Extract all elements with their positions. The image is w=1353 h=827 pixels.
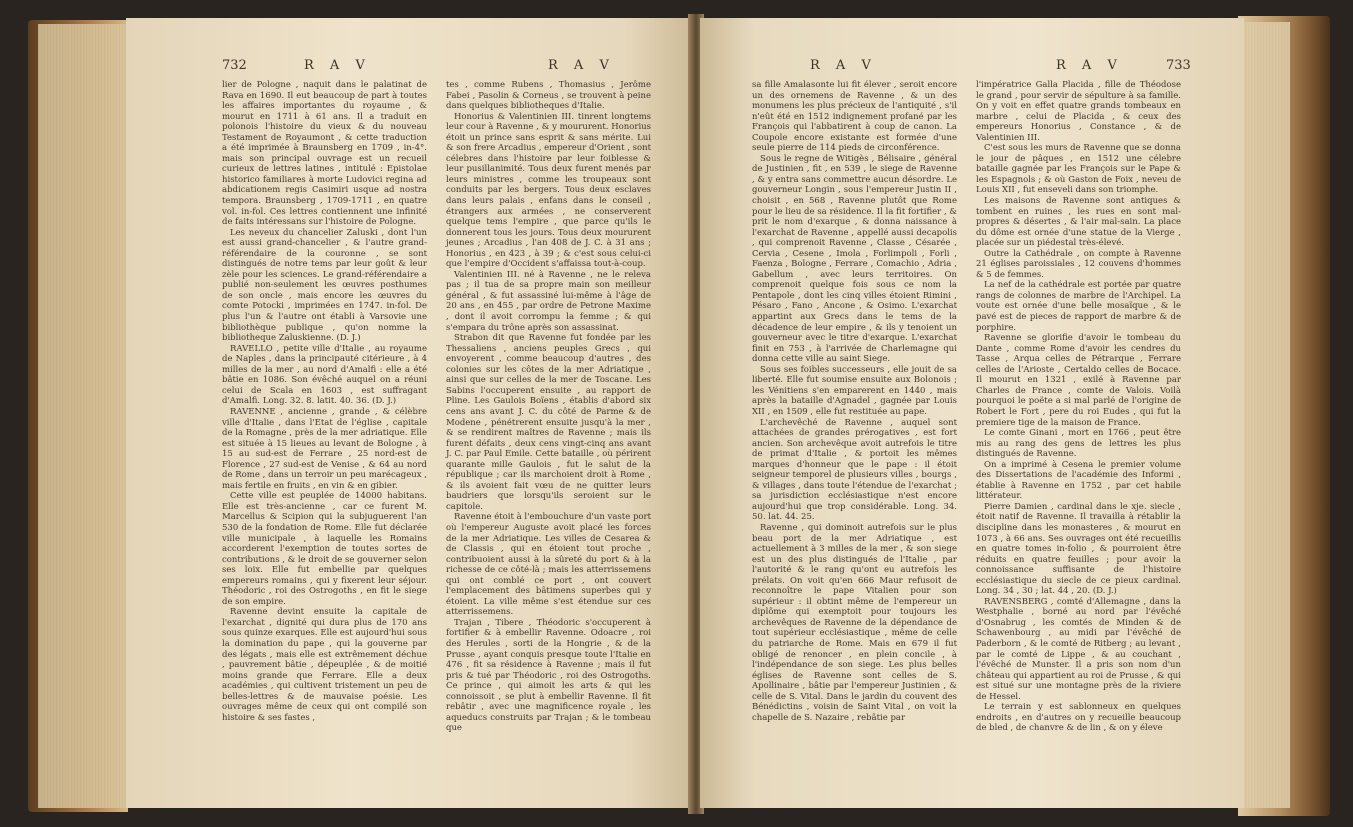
paragraph: Le terrain y est sablonneux en quelques endroits , en d'autres on y recueille beaucoup de bled , de chanvre & de lin , & on y éleve: [976, 702, 1181, 734]
paragraph: Valentinien III. né à Ravenne , ne le releva pas ; il tua de sa propre main son meilleur général , & fut assassiné lui-même à l'âge de 20 ans , en 455 , par ordre de Petrone Maxime , dont il avoit corrompu la femme ; & qui s'empara du trône après son assassinat.: [446, 269, 651, 333]
right-page-column-1: [752, 80, 957, 723]
page-edges-right: [1236, 22, 1290, 808]
paragraph: Ravenne étoit à l'embouchure d'un vaste port où l'empereur Auguste avoit placé les forces de la mer Adriatique. Les villes de Cesarea & de Classis , qui en étoient tout proche , contribuoient aussi à la sûreté du port & à la richesse de ce côté-là ; mais les atterrissemens qui ont comblé ce port , ont couvert l'emplacement des bâtimens superbes qui y étoient. La ville même s'est étendue sur ces atterrissemens.: [446, 512, 651, 618]
paragraph: Cette ville est peuplée de 14000 habitans. Elle est très-ancienne , car ce furent M. Marcellus & Scipion qui la subjuguerent l'an 530 de la fondation de Rome. Elle fut déclarée ville municipale , à laquelle les Romains accorderent l'exemption de toutes sortes de contributions , & le droit de se gouverner selon ses loix. Elle fut embellie par quelques empereurs romains , qui y fixerent leur séjour. Théodoric , roi des Ostrogoths , en fit le siege de son empire.: [222, 491, 428, 607]
paragraph: RAVENNE , ancienne , grande , & célèbre ville d'Italie , dans l'Etat de l'église , capitale de la Romagne , près de la mer adriatique. Elle est située à 15 lieues au levant de Bologne , à 15 au sud-est de Ferrare , 25 nord-est de Florence , 27 sud-est de Venise , & 64 au nord de Rome , dans un terroir un peu marécageux , mais fertile en fruits , en vin & en gibier.: [222, 406, 427, 491]
left-page: [126, 18, 692, 808]
paragraph: L'archevêché de Ravenne , auquel sont attachées de grandes prérogatives , est fort ancien. Son archevêque avoit autrefois le titre de primat d'Italie , & portoit les mêmes marques d'honneur que le pape : il étoit seigneur temporel de plusieurs villes , bourgs , & villages , dans toute l'étendue de l'exarchat ; sa jurisdiction ecclésiastique n'est encore aujourd'hui que trop considérable. Long. 34. 50. lat. 44. 25.: [752, 417, 957, 523]
right-page: [700, 18, 1244, 808]
paragraph: Ravenne se glorifie d'avoir le tombeau du Dante , comme Rome d'avoir les cendres du Tasse , Arqua celles de Pétrarque , Ferrare celles de l'Arioste , Certaldo celles de Bocace. Il mourut en 1321 , exilé à Ravenne par Charles de France , comte de Valois. Voilà pourquoi le poëte a si mal parlé de l'origine de Robert le Fort , pere du roi Eudes , qui fut la premiere tige de la maison de France.: [976, 333, 1181, 428]
paragraph: Outre la Cathédrale , on compte à Ravenne 21 églises paroissiales , 12 couvens d'hommes & 5 de femmes.: [976, 248, 1181, 280]
left-page-column-1: [222, 80, 427, 723]
running-head-left-1: R A V: [304, 58, 371, 73]
paragraph: On a imprimé à Cesena le premier volume des Dissertations de l'académie des Informi , établie à Ravenne en 1752 , par cet habile littérateur.: [976, 459, 1181, 502]
paragraph: tes , comme Rubens , Thomasius , Jerôme Fabei , Pasolin & Corneus , se trouvent à peine dans quelques bibliotheques d'Italie.: [446, 80, 651, 112]
running-head-right-1: R A V: [810, 58, 877, 73]
paragraph: Sous ses foibles successeurs , elle jouit de sa liberté. Elle fut soumise ensuite aux Bolonois ; les Vénitiens s'en emparerent en 1440 , mais après la bataille d'Agnadel , gagnée par Louis XII , en 1509 , elle fut restituée au pape.: [752, 364, 957, 417]
paragraph: Pierre Damien , cardinal dans le xje. siecle , étoit natif de Ravenne. Il travailla à rétablir la discipline dans les monasteres , & mourut en 1073 , à 66 ans. Ses ouvrages ont été recueillis en quatre tomes in-folio , & pourroient être réduits en quatre feuilles ; pour avoir la connoissance suffisante de l'histoire ecclésiastique du siecle de ce pieux cardinal. Long. 34 , 30 ; lat. 44 , 20. (D. J.): [976, 501, 1181, 597]
paragraph: Ravenne , qui dominoit autrefois sur le plus beau port de la mer Adriatique , est actuellement à 3 milles de la mer , & son siege est un des plus distingués de l'Italie , par l'autorité & le rang qu'ont eu autrefois les prélats. On voit qu'en 666 Maur refusoit de reconnoître le pape Vitalien pour son supérieur : il obtint même de l'empereur un diplôme qui exemptoit pour toujours les archevêques de Ravenne de la dépendance de tout supérieur ecclésiastique , même de celle du patriarche de Rome. Mais en 679 il fut obligé de renoncer , en plein concile , à l'indépendance de son siege. Les plus belles églises de Ravenne sont celles de S. Apollinaire , bâtie par l'empereur Justinien , & celle de S. Vital. Dans le jardin du couvent des Bénédictins , voisin de Saint Vital , on voit la chapelle de S. Nazaire , rebâtie par: [752, 522, 957, 723]
paragraph: Sous le regne de Witigès , Bélisaire , général de Justinien , fit , en 539 , le siege de Ravenne , & y entra sans commettre aucun désordre. Le gouverneur Longin , sous l'empereur Justin II , choisit , en 568 , Ravenne plutôt que Rome pour le lieu de sa résidence. Il la fit fortifier , & prit le nom d'exarque , & donna naissance à l'exarchat de Ravenne , appellé aussi decapolis , qui comprenoit Ravenne , Classe , Césarée , Cervia , Cesene , Imola , Forlimpoli , Forli , Faenza , Bologne , Ferrare , Comachio , Adria , Gabellum , avec leurs territoires. On comprenoit quelque fois sous ce nom la Pentapole , dont les cinq villes étoient Rimini , Pésaro , Fano , Ancone , & Osimo. L'exarchat appartint aux Grecs dans le tems de la décadence de leur empire , & ils y tenoient un gouverneur avec le titre d'exarque. L'exarchat finit en 753 , à l'arrivée de Charlemagne qui donna cette ville au saint Siege.: [752, 153, 957, 365]
running-head-left-2: R A V: [548, 58, 615, 73]
paragraph: Ravenne devint ensuite la capitale de l'exarchat , dignité qui dura plus de 170 ans sous quinze exarques. Elle est aujourd'hui sous la domination du pape , qui la gouverne par des légats , mais elle est extrêmement déchue , pauvrement bâtie , dépeuplée , & de moitié moins grande que Ferrare. Elle a deux académies , qui cultivent tristement un peu de belles-lettres & de mauvaise poésie. Les ouvrages même de ceux qui ont compilé son histoire & ses fastes ,: [222, 607, 427, 723]
page-number-left: 732: [222, 58, 247, 73]
right-page-column-2: [976, 80, 1181, 734]
paragraph: C'est sous les murs de Ravenne que se donna le jour de pâques , en 1512 une célebre bataille gagnée par les François sur le Pape & les Espagnols ; & où Gaston de Foix , neveu de Louis XII , fut enseveli dans son triomphe.: [976, 143, 1181, 196]
paragraph: sa fille Amalasonte lui fit élever , seroit encore un des ornemens de Ravenne , & un des monumens les plus précieux de l'antiquité , s'il n'eût été en 1512 indignement profané par les François qui l'abbatirent à coup de canon. La Coupole encore existante est formée d'une seule pierre de 114 pieds de circonférence.: [752, 80, 957, 154]
paragraph: RAVENSBERG , comté d'Allemagne , dans la Westphalie , borné au nord par l'évêché d'Osnabrug , les comtés de Minden & de Schawenbourg , au midi par l'évêché de Paderborn , & le comté de Ritberg ; au levant , par le comté de Lippe , & au couchant , l'évêché de Munster. Il a pris son nom d'un château qui appartient au roi de Prusse , & qui est situé sur une montagne près de la riviere de Hessel.: [976, 596, 1181, 702]
paragraph: RAVELLO , petite ville d'Italie , au royaume de Naples , dans la principauté citérieure , à 4 milles de la mer , au nord d'Amalfi : elle a été bâtie en 1086. Son évêché auquel on a réuni celui de Scala en 1603 , est suffragant d'Amalfi. Long. 32. 8. latit. 40. 36. (D. J.): [222, 343, 427, 407]
paragraph: Les maisons de Ravenne sont antiques & tombent en ruines , les rues en sont mal-propres & désertes , & l'air mal-sain. La place du dôme est ornée d'une statue de la Vierge , placée sur un piédestal très-élevé.: [976, 196, 1181, 249]
running-head-right-2: R A V: [1056, 58, 1123, 73]
paragraph: La nef de la cathédrale est portée par quatre rangs de colonnes de marbre de l'Archipel. La voute est ornée d'une belle mosaïque , & le pavé est de pieces de rapport de marbre & de porphire.: [976, 280, 1181, 333]
paragraph: Les neveux du chancelier Zaluski , dont l'un est aussi grand-chancelier , & l'autre grand-référendaire de la couronne , se sont distingués de notre tems par leur goût & leur zèle pour les sciences. Le grand-référendaire a publié non-seulement les œuvres posthumes de son oncle , mais encore les œuvres du comte Potocki , imprimées en 1747. in-fol. De plus l'un & l'autre ont établi à Varsovie une bibliothèque publique , qu'on nomme la bibliotheque Zaluskienne. (D. J.): [222, 227, 427, 344]
left-page-column-2: [446, 80, 651, 734]
paragraph: lier de Pologne , naquit dans le palatinat de Rava en 1690. Il eut beaucoup de part à toutes les affaires importantes du royaume , & mourut en 1711 à 61 ans. Il a traduit en polonois l'histoire du vieux & du nouveau Testament de Royaumont , & cette traduction a été imprimée à Braunsberg en 1709 , in-4°. mais son principal ouvrage est un recueil curieux de lettres latines , intitulé : Epistolae historico familiares à morte Ludovici regina ad abdicationem regis Casimiri usque ad nostra tempora. Braunsberg , 1709-1711 , en quatre vol. in-fol. Ces lettres contiennent une infinité de faits intéressans sur l'histoire de Pologne.: [222, 80, 427, 228]
paragraph: Honorius & Valentinien III. tinrent longtems leur cour à Ravenne , & y moururent. Honorius étoit un prince sans esprit & sans mérite. Lui & son frere Arcadius , empereur d'Orient , sont célebres dans l'histoire par leur foiblesse & leur pusillanimité. Tous deux furent menés par leurs ministres , comme les troupeaux sont conduits par les bergers. Tous deux esclaves dans leurs palais , enfans dans le conseil , étrangers aux armées , ne conserverent quelque tems l'empire , que parce qu'ils le donnerent tous les jours. Tous deux moururent jeunes ; Arcadius , l'an 408 de J. C. à 31 ans ; Honorius , en 423 , à 39 ; & c'est sous celui-ci que l'empire d'Occident s'affaissa tout-à-coup.: [446, 111, 651, 270]
page-edges-left: [38, 24, 134, 808]
paragraph: Strabon dit que Ravenne fut fondée par les Thessaliens , anciens peuples Grecs , qui envoyerent , comme beaucoup d'autres , des colonies sur les côtes de la mer Adriatique , ainsi que sur celles de la mer de Toscane. Les Sabins l'occuperent ensuite , au rapport de Pline. Les Gaulois Boïens , établis d'abord six cens ans avant J. C. du côté de Parme & de Modene , pénétrerent ensuite jusqu'à la mer , & se rendirent maîtres de Ravenne ; mais ils furent défaits , deux cens vingt-cinq ans avant J. C. par Paul Emile. Cette bataille , où périrent quarante mille Gaulois , fut le salut de la république ; car ils marchoient droit à Rome , & ils avoient fait vœu de ne quitter leurs baudriers que lorsqu'ils seroient sur le capitole.: [446, 333, 651, 512]
paragraph: Trajan , Tibere , Théodoric s'occuperent à fortifier & à embellir Ravenne. Odoacre , roi des Herules , sorti de la Hongrie , & de la Prusse , ayant conquis presque toute l'Italie en 476 , fit sa résidence à Ravenne ; mais il fut pris & tué par Théodoric , roi des Ostrogoths. Ce prince , qui aimoit les arts & qui les connoissoit , se plut à embellir Ravenne. Il fit rebâtir , avec une magnificence royale , les aqueducs construits par Trajan ; & le tombeau que: [446, 617, 651, 734]
paragraph: Le comte Ginani , mort en 1766 , peut être mis au rang des gens de lettres les plus distingués de Ravenne.: [976, 428, 1181, 460]
paragraph: l'impératrice Galla Placida , fille de Théodose le grand , pour servir de sépulture à sa famille. On y voit en effet quatre grands tombeaux en marbre , celui de Placida , & ceux des empereurs Honorius , Constance , & de Valentinien III.: [976, 80, 1181, 143]
page-number-right: 733: [1166, 58, 1191, 73]
